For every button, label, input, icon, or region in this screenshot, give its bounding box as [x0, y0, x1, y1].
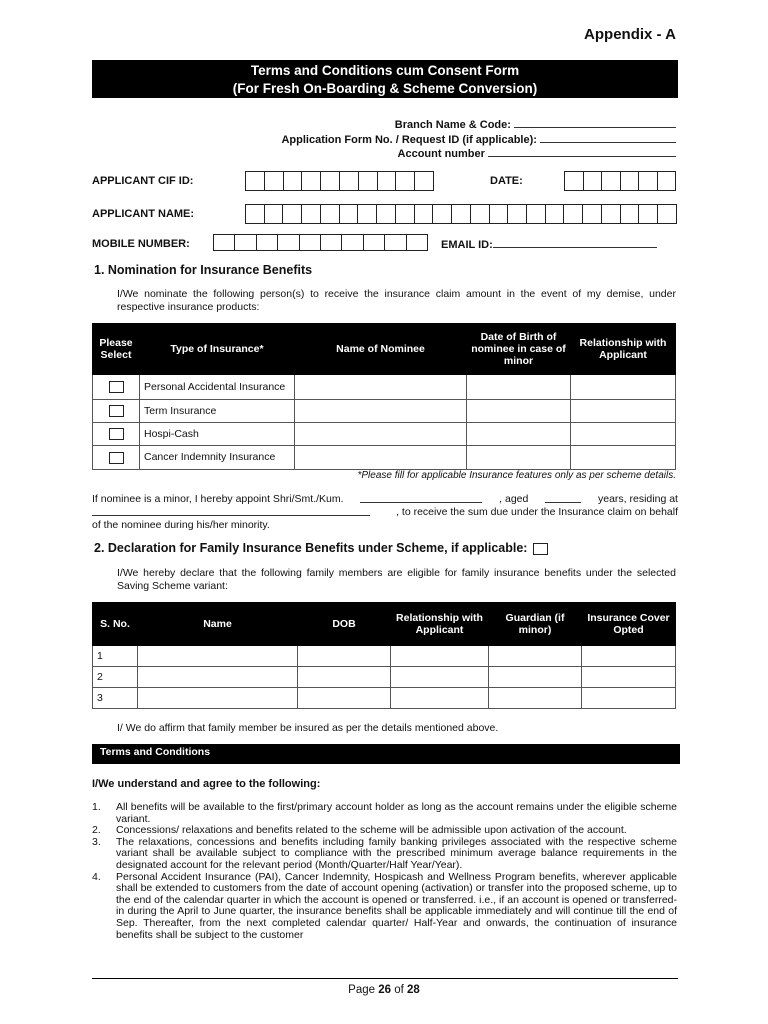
email-field[interactable] — [493, 238, 657, 248]
select-checkbox[interactable] — [109, 405, 124, 417]
table-row — [93, 667, 676, 688]
app-form-label: Application Form No. / Request ID (if applicable): — [281, 133, 537, 146]
select-checkbox[interactable] — [109, 428, 124, 440]
serial-number: 1 — [93, 646, 138, 667]
serial-number: 2 — [93, 667, 138, 688]
page-number: Page 26 of 28 — [348, 984, 420, 996]
insurance-type: Hospi-Cash — [140, 423, 295, 446]
insurance-type: Term Insurance — [140, 400, 295, 423]
col-name-of-nominee: Name of Nominee — [295, 324, 467, 375]
family-guardian-cell[interactable] — [489, 646, 582, 667]
cif-input-boxes[interactable] — [245, 171, 434, 191]
nominee-relationship-cell[interactable] — [571, 423, 676, 446]
form-title: Terms and Conditions cum Consent Form — [250, 63, 520, 78]
table-row — [93, 646, 676, 667]
serial-number: 3 — [93, 688, 138, 709]
form-subtitle: (For Fresh On-Boarding & Scheme Conversion) — [232, 81, 538, 96]
nomination-table — [92, 323, 676, 470]
nomination-footnote: *Please fill for applicable Insurance features only as per scheme details. — [357, 470, 676, 481]
account-number-label: Account number — [397, 148, 485, 160]
col-name: Name — [138, 603, 298, 646]
family-table — [92, 602, 676, 709]
family-guardian-cell[interactable] — [489, 667, 582, 688]
table-row — [93, 446, 676, 470]
family-name-cell[interactable] — [138, 688, 298, 709]
col-dob-nominee: Date of Birth of nominee in case of minor — [467, 324, 571, 375]
list-item: 3. The relaxations, concessions and benefits including family banking privileges associated with the respective scheme variant shall be available subject to compliance with the prescribed minimum average balance requirements in the designated account for the relevant period (Month/Quarter/Half Year/Year). — [92, 835, 677, 871]
col-dob: DOB — [298, 603, 391, 646]
branch-name-field[interactable] — [514, 118, 676, 128]
col-please-select: Please Select — [93, 324, 140, 375]
minor-text-2: , aged — [499, 493, 529, 505]
list-item: 4. Personal Accident Insurance (PAI), Cancer Indemnity, Hospicash and Wellness Program benefits, wherever applicable shall be extended to customers from the date of account opening (activation) or transfer into the proposed scheme, up to the end of the calendar quarter in which the account is opened or transferred. i.e., if an account is opened or transferred-in during the April to June quarter, the insurance benefits shall be applicable immediately and will continue till the end of Sep. Thereafter, from the next completed calendar quarter/ Half-Year and onwards, the continuation of insurance benefits shall be subject to the customer — [92, 870, 677, 941]
family-dob-cell[interactable] — [298, 646, 391, 667]
date-label: DATE: — [490, 175, 523, 187]
nominee-name-cell[interactable] — [295, 400, 467, 423]
email-label: EMAIL ID: — [441, 238, 657, 251]
nominee-name-cell[interactable] — [295, 446, 467, 470]
minor-text-1: If nominee is a minor, I hereby appoint Shri/Smt./Kum. — [92, 493, 344, 505]
table-row — [93, 423, 676, 446]
col-relationship: Relationship with Applicant — [571, 324, 676, 375]
col-type-of-insurance: Type of Insurance* — [140, 324, 295, 375]
branch-name-label: Branch Name & Code: — [394, 119, 511, 131]
minor-text-4: , to receive the sum due under the Insurance claim on behalf — [396, 506, 678, 518]
applicant-name-label: APPLICANT NAME: — [92, 208, 195, 220]
nominee-relationship-cell[interactable] — [571, 400, 676, 423]
nominee-name-cell[interactable] — [295, 375, 467, 400]
nominee-dob-cell[interactable] — [467, 446, 571, 470]
nomination-intro: I/We nominate the following person(s) to receive the insurance claim amount in the event of my demise, under respective insurance products: — [117, 288, 676, 313]
minor-text-3: years, residing at — [598, 493, 678, 505]
nominee-dob-cell[interactable] — [467, 375, 571, 400]
family-affirm: I/ We do affirm that family member be insured as per the details mentioned above. — [117, 722, 499, 734]
insurance-type: Cancer Indemnity Insurance — [140, 446, 295, 470]
family-dob-cell[interactable] — [298, 688, 391, 709]
date-input-boxes[interactable] — [564, 171, 676, 191]
family-relationship-cell[interactable] — [391, 688, 489, 709]
family-guardian-cell[interactable] — [489, 688, 582, 709]
family-relationship-cell[interactable] — [391, 667, 489, 688]
col-guardian: Guardian (if minor) — [489, 603, 582, 646]
terms-list — [92, 802, 677, 941]
minor-text-5: of the nominee during his/her minority. — [92, 519, 270, 531]
app-form-field[interactable] — [540, 133, 676, 143]
nominee-dob-cell[interactable] — [467, 423, 571, 446]
guardian-address-field[interactable] — [92, 506, 370, 516]
appendix-label: Appendix - A — [584, 26, 676, 43]
family-intro: I/We hereby declare that the following family members are eligible for family insurance benefits under the selected Saving Scheme variant: — [117, 567, 676, 592]
insurance-type: Personal Accidental Insurance — [140, 375, 295, 400]
minor-appointment — [92, 493, 678, 532]
nominee-dob-cell[interactable] — [467, 400, 571, 423]
branch-details — [281, 118, 676, 162]
nominee-name-cell[interactable] — [295, 423, 467, 446]
family-name-cell[interactable] — [138, 646, 298, 667]
form-title-banner — [92, 60, 678, 98]
mobile-input-boxes[interactable] — [213, 234, 428, 251]
account-number-field[interactable] — [488, 147, 676, 157]
select-checkbox[interactable] — [109, 381, 124, 393]
col-sno: S. No. — [93, 603, 138, 646]
table-row — [93, 400, 676, 423]
family-heading: 2. Declaration for Family Insurance Benefits under Scheme, if applicable: — [94, 541, 548, 555]
select-checkbox[interactable] — [109, 452, 124, 464]
footer-rule — [92, 978, 678, 979]
col-relationship: Relationship with Applicant — [391, 603, 489, 646]
nomination-heading: 1. Nomination for Insurance Benefits — [94, 263, 313, 277]
list-item: 2. Concessions/ relaxations and benefits related to the scheme will be admissible upon activation of the account. — [92, 824, 627, 837]
list-item: 1. All benefits will be available to the first/primary account holder as long as the account remains under the eligible scheme variant. — [92, 801, 677, 825]
family-name-cell[interactable] — [138, 667, 298, 688]
table-row — [93, 375, 676, 400]
family-dob-cell[interactable] — [298, 667, 391, 688]
family-relationship-cell[interactable] — [391, 646, 489, 667]
terms-subheading: I/We understand and agree to the following: — [92, 778, 321, 790]
mobile-label: MOBILE NUMBER: — [92, 238, 190, 250]
family-checkbox[interactable] — [533, 543, 548, 555]
table-row — [93, 688, 676, 709]
family-cover-cell[interactable] — [582, 688, 676, 709]
family-cover-cell[interactable] — [582, 646, 676, 667]
family-cover-cell[interactable] — [582, 667, 676, 688]
guardian-name-field[interactable] — [360, 493, 482, 503]
guardian-age-field[interactable] — [545, 493, 581, 503]
col-insurance-cover: Insurance Cover Opted — [582, 603, 676, 646]
terms-banner: Terms and Conditions — [92, 744, 680, 764]
nominee-relationship-cell[interactable] — [571, 375, 676, 400]
cif-label: APPLICANT CIF ID: — [92, 175, 194, 187]
applicant-name-boxes[interactable] — [245, 204, 677, 224]
nominee-relationship-cell[interactable] — [571, 446, 676, 470]
